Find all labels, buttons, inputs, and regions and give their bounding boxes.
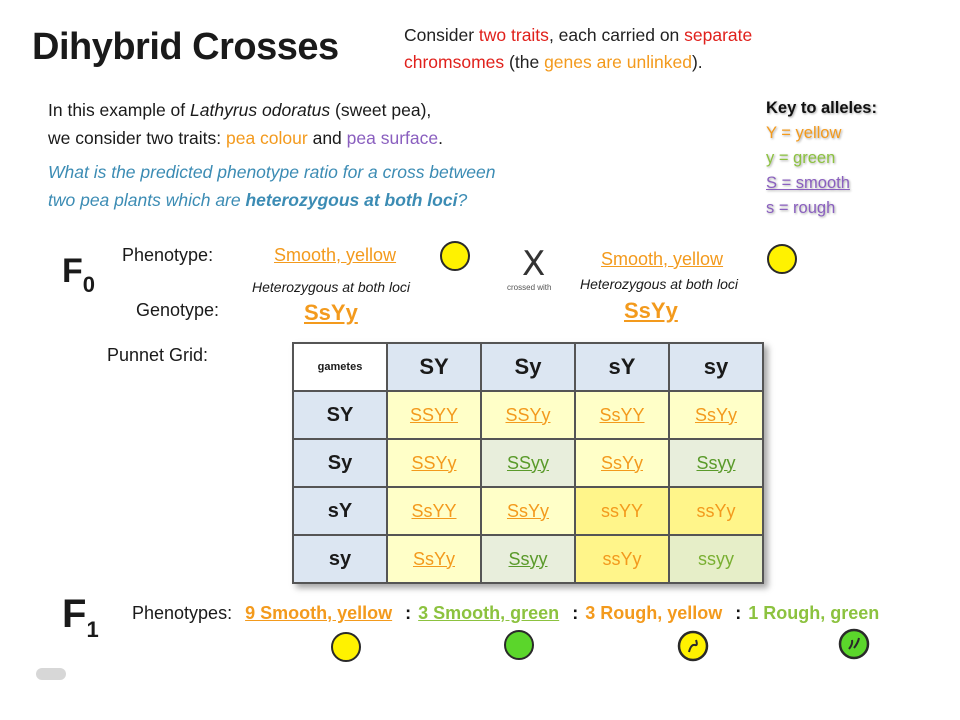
column-gamete: SY bbox=[387, 343, 481, 391]
intro-text-part: ). bbox=[691, 52, 703, 72]
cross-symbol: X bbox=[522, 244, 546, 284]
generation-letter: F bbox=[62, 592, 87, 636]
intro-highlight-chromosomes: chromsomes bbox=[404, 52, 505, 72]
allele-key-item: S = smooth bbox=[766, 174, 850, 192]
crossed-with-label: crossed with bbox=[507, 283, 552, 292]
question-emphasis: heterozygous at both loci bbox=[245, 190, 458, 210]
grid-cell: SSYY bbox=[387, 391, 481, 439]
grid-cell: SsYY bbox=[575, 391, 669, 439]
question-line-2 bbox=[48, 186, 495, 214]
intro-highlight-separate: separate bbox=[684, 25, 753, 45]
ratio-smooth-green: 3 Smooth, green bbox=[418, 603, 560, 623]
grid-cell: SSYy bbox=[481, 391, 575, 439]
example-text-part: we consider two traits: bbox=[48, 128, 226, 148]
question-text-part: ? bbox=[457, 190, 468, 210]
punnet-grid-label: Punnet Grid: bbox=[107, 345, 209, 365]
example-text bbox=[48, 96, 443, 152]
intro-text-part: (the bbox=[504, 52, 545, 72]
question-text-part: two pea plants which are bbox=[48, 190, 246, 210]
ratio-separator: : bbox=[735, 603, 742, 623]
green-rough-pea-icon bbox=[838, 628, 870, 660]
column-gamete: sy bbox=[669, 343, 763, 391]
phenotypes-label: Phenotypes: bbox=[132, 603, 233, 623]
parent1-phenotype: Smooth, yellow bbox=[274, 245, 397, 265]
ratio-rough-yellow: 3 Rough, yellow bbox=[585, 603, 723, 623]
trait-pea-colour: pea colour bbox=[225, 128, 308, 148]
grid-cell: SsYY bbox=[387, 487, 481, 535]
grid-cell: Ssyy bbox=[481, 535, 575, 583]
yellow-smooth-pea-icon bbox=[767, 244, 797, 274]
grid-cell: ssYy bbox=[669, 487, 763, 535]
row-gamete: sY bbox=[293, 487, 387, 535]
page-title: Dihybrid Crosses bbox=[32, 26, 339, 68]
ratio-smooth-yellow: 9 Smooth, yellow bbox=[245, 603, 393, 623]
question-text bbox=[48, 158, 495, 214]
column-gamete: Sy bbox=[481, 343, 575, 391]
grid-cell: SsYy bbox=[387, 535, 481, 583]
generation-subscript: 0 bbox=[82, 272, 96, 297]
yellow-smooth-pea-icon bbox=[331, 632, 361, 662]
grid-cell: SSYy bbox=[387, 439, 481, 487]
intro-line-1 bbox=[404, 22, 752, 49]
parent1-note: Heterozygous at both loci bbox=[252, 279, 410, 295]
allele-key-item: s = rough bbox=[766, 199, 836, 217]
ratio-separator: : bbox=[405, 603, 412, 623]
parent2-note: Heterozygous at both loci bbox=[580, 276, 738, 292]
intro-text-part: , each carried on bbox=[548, 25, 685, 45]
grid-cell: Ssyy bbox=[669, 439, 763, 487]
grid-row bbox=[293, 439, 763, 487]
intro-text bbox=[404, 22, 752, 76]
allele-key-item: Y = yellow bbox=[766, 124, 842, 142]
grid-row bbox=[293, 487, 763, 535]
yellow-rough-pea-icon bbox=[677, 630, 709, 662]
genotype-label: Genotype: bbox=[136, 300, 220, 320]
green-smooth-pea-icon bbox=[504, 630, 534, 660]
example-text-part: In this example of bbox=[48, 100, 191, 120]
grid-cell: ssyy bbox=[669, 535, 763, 583]
parent2-genotype: SsYy bbox=[624, 298, 678, 323]
parent1-genotype: SsYy bbox=[304, 300, 358, 325]
column-gamete: sY bbox=[575, 343, 669, 391]
grid-header-row bbox=[293, 343, 763, 391]
example-text-part: (sweet pea), bbox=[330, 100, 432, 120]
row-gamete: Sy bbox=[293, 439, 387, 487]
example-line-2 bbox=[48, 124, 443, 152]
decorative-blob bbox=[36, 668, 66, 680]
grid-row bbox=[293, 391, 763, 439]
punnett-grid bbox=[292, 342, 764, 584]
allele-key-item: y = green bbox=[766, 149, 836, 167]
grid-cell: ssYY bbox=[575, 487, 669, 535]
grid-row bbox=[293, 535, 763, 583]
f1-label bbox=[62, 592, 99, 643]
grid-cell: SsYy bbox=[575, 439, 669, 487]
grid-cell: ssYy bbox=[575, 535, 669, 583]
intro-highlight-two-traits: two traits bbox=[478, 25, 549, 45]
ratio-rough-green: 1 Rough, green bbox=[748, 603, 880, 623]
example-text-part: and bbox=[307, 128, 347, 148]
intro-text-part: Consider bbox=[404, 25, 479, 45]
parent2-phenotype: Smooth, yellow bbox=[601, 249, 724, 269]
f1-phenotype-ratio bbox=[132, 603, 879, 624]
example-line-1 bbox=[48, 96, 443, 124]
intro-line-2 bbox=[404, 49, 752, 76]
intro-highlight-unlinked: genes are unlinked bbox=[544, 52, 692, 72]
gametes-corner: gametes bbox=[293, 343, 387, 391]
yellow-smooth-pea-icon bbox=[440, 241, 470, 271]
row-gamete: SY bbox=[293, 391, 387, 439]
generation-subscript: 1 bbox=[86, 617, 99, 642]
grid-cell: SsYy bbox=[481, 487, 575, 535]
question-line-1: What is the predicted phenotype ratio for a cross between bbox=[48, 162, 496, 182]
row-gamete: sy bbox=[293, 535, 387, 583]
grid-cell: SSyy bbox=[481, 439, 575, 487]
example-text-part: . bbox=[438, 128, 443, 148]
generation-letter: F bbox=[62, 252, 83, 290]
f0-label bbox=[62, 252, 95, 298]
ratio-separator: : bbox=[572, 603, 579, 623]
allele-key bbox=[766, 96, 877, 221]
grid-cell: SsYy bbox=[669, 391, 763, 439]
trait-pea-surface: pea surface bbox=[346, 128, 439, 148]
species-name: Lathyrus odoratus bbox=[190, 100, 331, 120]
phenotype-label: Phenotype: bbox=[122, 245, 214, 265]
allele-key-heading: Key to alleles: bbox=[766, 99, 877, 117]
